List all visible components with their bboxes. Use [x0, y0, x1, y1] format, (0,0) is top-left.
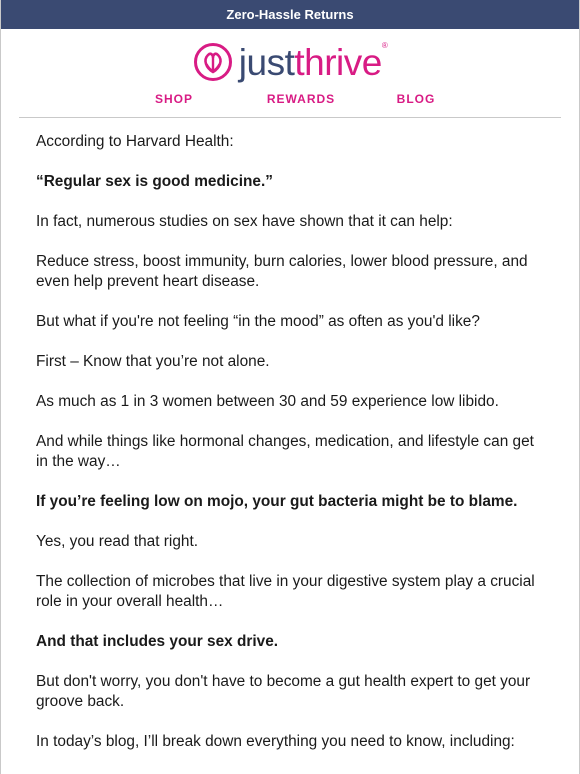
nav-link-shop[interactable]: SHOP: [154, 92, 193, 106]
paragraph: As much as 1 in 3 women between 30 and 59 experience low libido.: [36, 393, 499, 410]
main-nav: [1, 89, 579, 109]
paragraph: In today’s blog, I’ll break down everything you need to know, including:: [36, 733, 515, 750]
brand-logo[interactable]: [193, 42, 387, 82]
paragraph: And while things like hormonal changes, medication, and lifestyle can get in the way…: [36, 433, 534, 470]
paragraph: According to Harvard Health:: [36, 133, 234, 150]
paragraph: But what if you're not feeling “in the mood” as often as you'd like?: [36, 313, 480, 330]
paragraph: First – Know that you’re not alone.: [36, 353, 270, 370]
email-body: [1, 118, 579, 752]
announcement-bar[interactable]: [1, 0, 579, 29]
paragraph: Yes, you read that right.: [36, 533, 198, 550]
paragraph: But don't worry, you don't have to become a gut health expert to get your groove back.: [36, 673, 531, 710]
nav-link-rewards[interactable]: REWARDS: [266, 92, 336, 106]
bold-paragraph: And that includes your sex drive.: [36, 633, 279, 650]
announcement-text[interactable]: Zero-Hassle Returns: [226, 7, 354, 22]
logo-wordmark: justthrive®: [238, 40, 388, 83]
nav-link-blog[interactable]: BLOG: [396, 92, 436, 106]
header: [1, 33, 579, 91]
paragraph: In fact, numerous studies on sex have shown that it can help:: [36, 213, 453, 230]
bold-quote: “Regular sex is good medicine.”: [36, 173, 273, 190]
bold-paragraph: If you’re feeling low on mojo, your gut bacteria might be to blame.: [36, 493, 518, 510]
paragraph: Reduce stress, boost immunity, burn calories, lower blood pressure, and even help prevent heart disease.: [36, 253, 528, 290]
paragraph: The collection of microbes that live in your digestive system play a crucial role in your overall health…: [36, 573, 535, 610]
flower-logo-icon: [193, 42, 233, 82]
